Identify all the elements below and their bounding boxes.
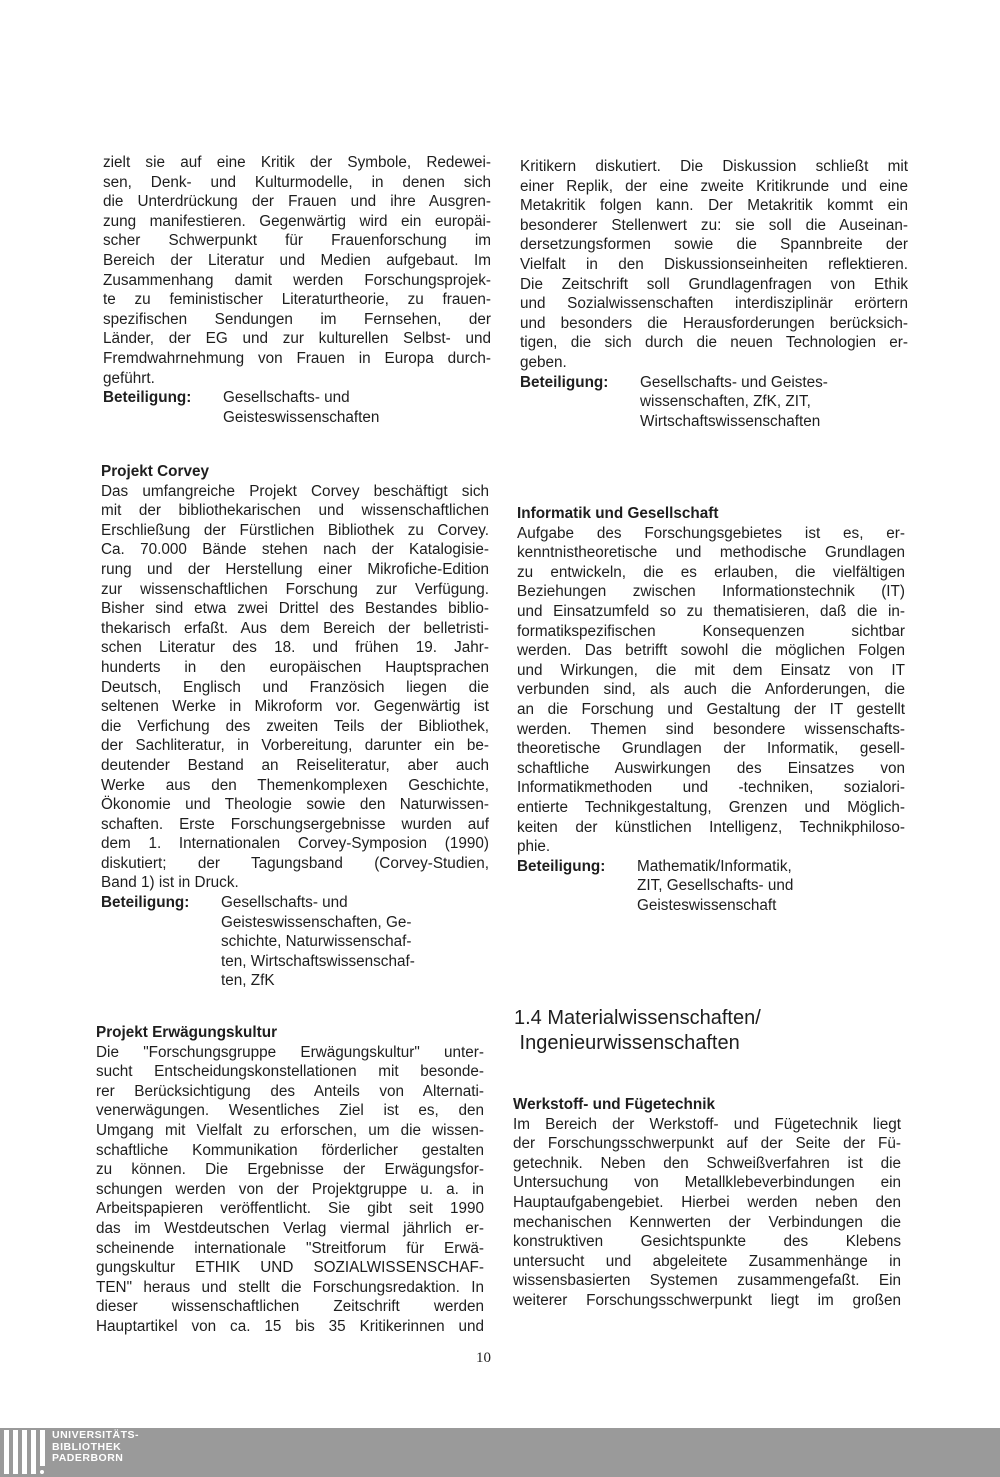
text-line: und besonders die Herausforderungen berücksich- (520, 314, 908, 332)
text-line: Band 1) ist in Druck. (101, 874, 239, 892)
right-continued-text (520, 157, 908, 373)
corvey-heading: Projekt Corvey (101, 463, 209, 480)
section-heading-line: Ingenieurwissenschaften (514, 1032, 740, 1054)
text-line: verbunden sind, als auch die Anforderungen, die (517, 681, 905, 699)
text-line: scher Schwerpunkt für Frauenforschung im (103, 232, 491, 250)
text-line: Die "Forschungsgruppe Erwägungskultur" unter- (96, 1043, 484, 1061)
text-line: Gesellschafts- und (223, 389, 350, 407)
barcode-stripes-logo-icon (4, 1430, 48, 1475)
text-line: Hauptartikel von ca. 15 bis 35 Kritikerinnen und (96, 1317, 484, 1335)
text-line: mit der bibliothekarischen und wissenschaftlichen (101, 502, 489, 520)
text-line: wissensbasierten Systemen zusammengefaßt. Ein (513, 1272, 901, 1290)
text-line: Die Zeitschrift soll Grundlagenfragen von Ethik (520, 275, 908, 293)
text-line: und Sozialwissenschaften interdisziplinär erörtern (520, 295, 908, 313)
text-line: Ca. 70.000 Bände stehen nach der Katalogisie- (101, 541, 489, 559)
text-line: geführt. (103, 369, 155, 387)
text-line: tigen, die sich durch die neuen Technologien er- (520, 334, 908, 352)
text-line: der Forschungsschwerpunkt auf der Seite der Fü- (513, 1135, 901, 1153)
text-line: scheinende internationale "Streitforum für Erwä- (96, 1239, 484, 1257)
text-line: kenntnistheoretische und methodische Grundlagen (517, 544, 905, 562)
text-line: Kritikern diskutiert. Die Diskussion schließt mit (520, 158, 908, 175)
beteiligung-value (223, 388, 491, 427)
text-line: rung und der Herstellung einer Mikrofiche-Edition (101, 560, 489, 578)
text-line: weiterer Forschungsschwerpunkt liegt im großen (513, 1291, 901, 1309)
library-name (52, 1430, 139, 1465)
text-line: Erschließung der Fürstlichen Bibliothek zu Corvey. (101, 521, 489, 539)
erwaegung-block (96, 1023, 484, 1337)
text-line: Bisher sind etwa zwei Drittel des Bestandes biblio- (101, 600, 489, 618)
beteiligung-left-intro (103, 388, 491, 427)
text-line: werden. Das betrifft sowohl die möglichen Folgen (517, 642, 905, 660)
text-line: Aufgabe des Forschungsgebietes ist es, er- (517, 524, 905, 542)
text-line: Im Bereich der Werkstoff- und Fügetechnik liegt (513, 1115, 901, 1133)
text-line: dem 1. Internationalen Corvey-Symposion (1990) (101, 835, 489, 853)
beteiligung-value (637, 857, 905, 916)
text-line: diskutiert; der Tagungsband (Corvey-Studien, (101, 854, 489, 872)
informatik-text (517, 524, 905, 857)
text-line: ten, Wirtschaftswissenschaf- (221, 952, 415, 970)
text-line: ZIT, Gesellschafts- und (637, 877, 794, 895)
text-line: mechanischen Kennwerten der Verbindungen die (513, 1213, 901, 1231)
text-line: Vielfalt in den Diskussionseinheiten reflektieren. (520, 255, 908, 273)
text-line: Gesellschafts- und Geistes- (640, 373, 828, 391)
text-line: rer Berücksichtigung des Anteils von Alternati- (96, 1082, 484, 1100)
text-line: seltenen Werke in Mikroform vor. Gegenwärtig ist (101, 698, 489, 716)
text-line: venerwägungen. Wesentliches Ziel ist es, den (96, 1102, 484, 1120)
text-line: das im Westdeutschen Verlag viermal jährlich er- (96, 1219, 484, 1237)
text-line: schichte, Naturwissenschaf- (221, 933, 412, 951)
text-line: Metakritik folgen kann. Der Metakritik kommt ein (520, 197, 908, 215)
text-line: zur wissenschaftlichen Forschung zur Verfügung. (101, 580, 489, 598)
text-line: gungskultur ETHIK UND SOZIALWISSENSCHAF- (96, 1259, 484, 1277)
page-number: 10 (476, 1350, 491, 1366)
werkstoff-heading: Werkstoff- und Fügetechnik (513, 1096, 715, 1113)
text-line: Werke aus den Themenkomplexen Geschichte, (101, 776, 489, 794)
library-name-line: UNIVERSITÄTS- (52, 1429, 140, 1441)
text-line: formatikspezifischen Konsequenzen sichtbar (517, 622, 905, 640)
text-line: getechnik. Neben den Schweißverfahren ist die (513, 1154, 901, 1172)
text-line: Wirtschaftswissenschaften (640, 412, 821, 430)
text-line: spezifischen Sendungen im Fernsehen, der (103, 310, 491, 328)
text-line: hunderts in den europäischen Hauptsprachen (101, 658, 489, 676)
text-line: Hauptaufgabengebiet. Hierbei werden neben den (513, 1193, 901, 1211)
text-line: sen, Denk- und Kulturmodelle, in denen sich (103, 173, 491, 191)
text-line: Geisteswissenschaften (223, 408, 380, 426)
text-line: Geisteswissenschaft (637, 896, 777, 914)
erwaegung-text (96, 1043, 484, 1337)
text-line: werden. Themen sind besondere wissenschafts- (517, 720, 905, 738)
corvey-block (101, 462, 489, 991)
werkstoff-text (513, 1115, 901, 1311)
text-line: Arbeitspapieren veröffentlicht. Sie gibt seit 1990 (96, 1200, 484, 1218)
text-line: an die Forschung und Gestaltung der IT gestellt (517, 700, 905, 718)
text-line: die Verfichung des zweiten Teils der Bibliothek, (101, 717, 489, 735)
text-line: schen Literatur des 18. und frühen 19. Jahr- (101, 639, 489, 657)
section-heading-line: 1.4 Materialwissenschaften/ (514, 1007, 761, 1029)
text-line: die Unterdrückung der Frauen und ihre Ausgren- (103, 193, 491, 211)
text-line: ten, ZfK (221, 972, 275, 990)
beteiligung-right-continued (520, 373, 908, 432)
text-line: dieser wissenschaftlichen Zeitschrift werden (96, 1298, 484, 1316)
text-line: der Sachliteratur, in Vorbereitung, darunter ein be- (101, 737, 489, 755)
informatik-block (517, 504, 905, 915)
text-line: einer Replik, der eine zweite Kritikrunde und eine (520, 177, 908, 195)
text-line: Untersuchung von Metallklebeverbindungen ein (513, 1174, 901, 1192)
section-heading-1-4 (514, 1006, 761, 1056)
text-line: theoretische Grundlagen der Informatik, gesell- (517, 740, 905, 758)
text-line: besonderer Stellenwert zu: sie soll die Auseinan- (520, 216, 908, 234)
text-line: Das umfangreiche Projekt Corvey beschäftigt sich (101, 482, 489, 500)
text-line: schaftliche Kommunikation förderlicher gestalten (96, 1141, 484, 1159)
text-line: dersetzungsformen sowie die Spannbreite der (520, 236, 908, 254)
erwaegung-heading: Projekt Erwägungskultur (96, 1024, 278, 1041)
beteiligung-label: Beteiligung: (103, 389, 192, 407)
beteiligung-value (640, 373, 908, 432)
text-line: zielt sie auf eine Kritik der Symbole, Redewei- (103, 154, 491, 171)
text-line: untersucht und abgeleitete Zusammenhänge in (513, 1252, 901, 1270)
text-line: Gesellschafts- und (221, 894, 348, 912)
text-line: Geisteswissenschaften, Ge- (221, 913, 412, 931)
text-line: deutender Bestand an Reiseliteratur, aber auch (101, 756, 489, 774)
text-line: thekarisch erfaßt. Aus dem Bereich der belletristi- (101, 619, 489, 637)
text-line: te zu feministischer Literaturtheorie, zu frauen- (103, 291, 491, 309)
corvey-text (101, 482, 489, 893)
beteiligung-corvey (101, 893, 489, 991)
text-line: zu entwickeln, die es erlauben, die vielfältigen (517, 563, 905, 581)
text-line: wissenschaften, ZfK, ZIT, (640, 393, 811, 411)
library-name-line: PADERBORN (52, 1452, 124, 1464)
beteiligung-label: Beteiligung: (517, 857, 606, 875)
right-continued-block (520, 157, 908, 431)
beteiligung-label: Beteiligung: (520, 373, 609, 391)
text-line: Länder, der EG und zur kulturellen Selbst- und (103, 330, 491, 348)
text-line: konstruktiven Gesichtspunkte des Klebens (513, 1233, 901, 1251)
text-line: phie. (517, 838, 551, 856)
library-name-line: BIBLIOTHEK (52, 1440, 122, 1453)
beteiligung-informatik (517, 857, 905, 916)
text-line: Deutsch, Englisch und Französich liegen die (101, 678, 489, 696)
text-line: Mathematik/Informatik, (637, 857, 792, 875)
text-line: und Einsatzumfeld so zu thematisieren, daß die in- (517, 602, 905, 620)
text-line: geben. (520, 353, 567, 371)
text-line: Fremdwahrnehmung von Frauen in Europa durch- (103, 349, 491, 367)
text-line: Zusammenhang damit werden Forschungsprojek- (103, 271, 491, 289)
text-line: Umgang mit Vielfalt zu erforschen, um die wissen- (96, 1121, 484, 1139)
beteiligung-label: Beteiligung: (101, 894, 190, 912)
informatik-heading: Informatik und Gesellschaft (517, 505, 719, 522)
text-line: schaften. Erste Forschungsergebnisse wurden auf (101, 815, 489, 833)
text-line: schaftliche Auswirkungen des Einsatzes von (517, 759, 905, 777)
library-footer (0, 1428, 1000, 1477)
werkstoff-block (513, 1095, 901, 1311)
text-line: Ökonomie und Theologie sowie den Naturwissen- (101, 796, 489, 814)
text-line: Beziehungen zwischen Informationstechnik (IT) (517, 583, 905, 601)
text-line: schungen werden von der Projektgruppe u. a. in (96, 1180, 484, 1198)
text-line: zung manifestieren. Gegenwärtig wird ein europäi- (103, 212, 491, 230)
text-line: zu können. Die Ergebnisse der Erwägungsfor- (96, 1161, 484, 1179)
left-intro-block (103, 153, 491, 427)
text-line: und Wirkungen, die mit dem Einsatz von IT (517, 661, 905, 679)
left-intro-text (103, 153, 491, 388)
text-line: keiten der künstlichen Intelligenz, Technikphiloso- (517, 818, 905, 836)
text-line: entierte Technikgestaltung, Grenzen und Möglich- (517, 798, 905, 816)
text-line: TEN" heraus und stellt die Forschungsredaktion. In (96, 1278, 484, 1296)
beteiligung-value (221, 893, 489, 991)
text-line: sucht Entscheidungskonstellationen mit besonde- (96, 1063, 484, 1081)
text-line: Bereich der Literatur und Medien aufgebaut. Im (103, 251, 491, 269)
text-line: Informatikmethoden und -techniken, sozialori- (517, 779, 905, 797)
